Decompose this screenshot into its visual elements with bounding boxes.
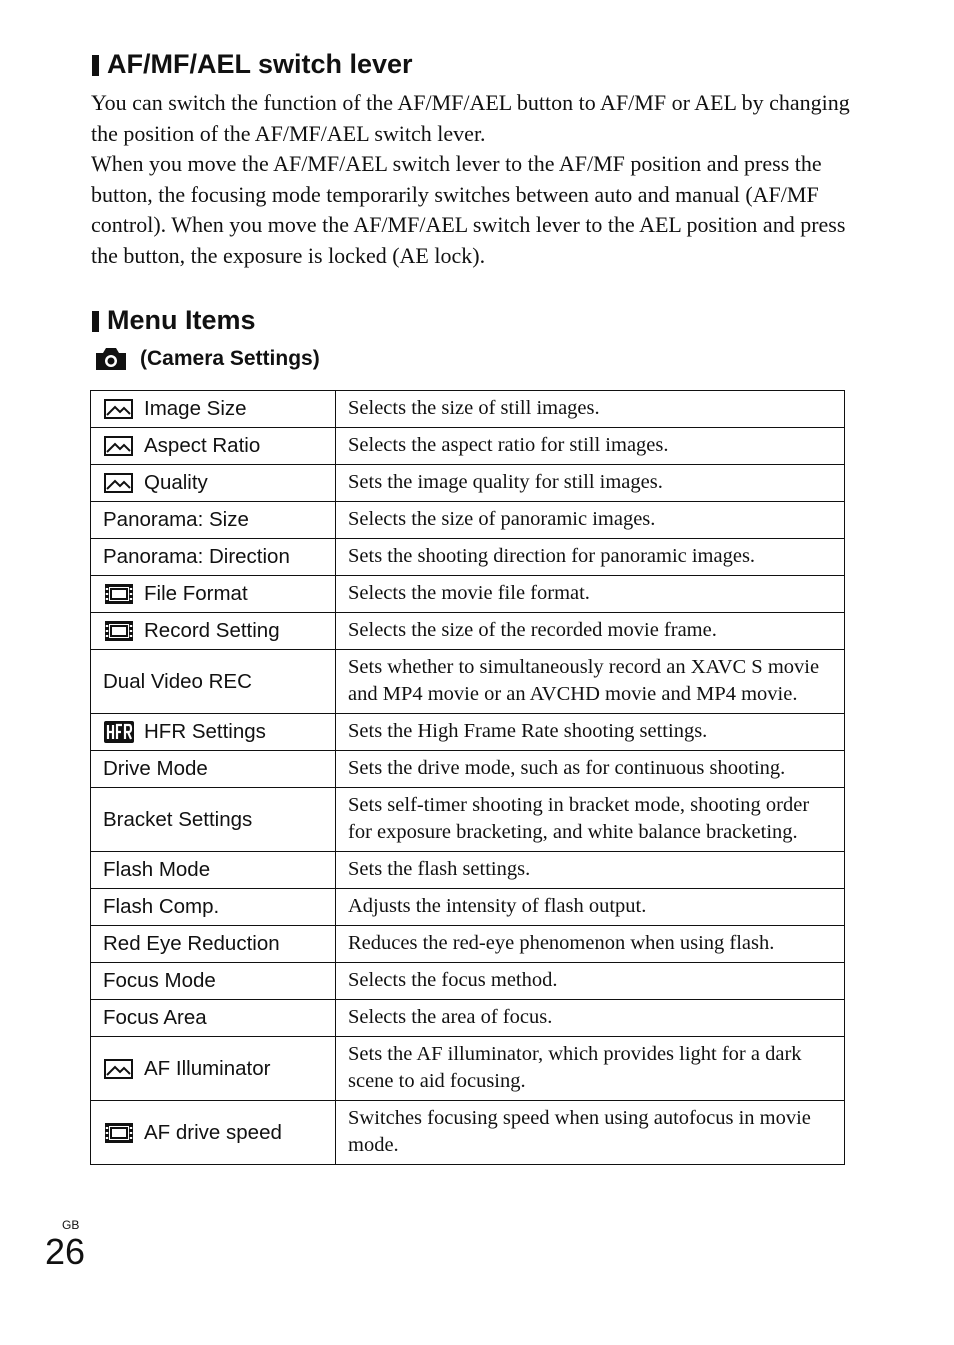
table-row — [91, 428, 845, 465]
camera-settings-heading — [94, 346, 320, 372]
menu-item-description: Adjusts the intensity of flash output. — [336, 889, 845, 926]
table-row — [91, 650, 845, 714]
still-image-icon — [103, 397, 135, 421]
table-row — [91, 926, 845, 963]
af-paragraph-2: When you move the AF/MF/AEL switch lever to the AF/MF position and press the button, the focusing mode temporarily switches between auto and manual (AF/MF control). When you move the AF/MF/AEL switch lever to the AEL position and press the button, the exposure is locked (AE lock). — [91, 151, 846, 268]
menu-item-description: Sets the AF illuminator, which provides light for a dark scene to aid focusing. — [336, 1037, 845, 1101]
menu-item-name-cell — [91, 714, 336, 751]
camera-settings-label: (Camera Settings) — [140, 347, 320, 370]
menu-item-name: Red Eye Reduction — [103, 932, 280, 955]
menu-item-description: Reduces the red-eye phenomenon when using flash. — [336, 926, 845, 963]
still-image-icon — [103, 1057, 135, 1081]
table-row — [91, 613, 845, 650]
menu-items-table — [90, 390, 845, 1165]
table-row — [91, 502, 845, 539]
menu-item-name-cell — [91, 751, 336, 788]
menu-item-name: Aspect Ratio — [144, 434, 261, 457]
menu-item-description: Sets the drive mode, such as for continuous shooting. — [336, 751, 845, 788]
menu-item-description: Sets self-timer shooting in bracket mode, shooting order for exposure bracketing, and white balance bracketing. — [336, 788, 845, 852]
movie-icon — [103, 619, 135, 643]
movie-icon — [103, 1121, 135, 1145]
af-paragraph-1: You can switch the function of the AF/MF/AEL button to AF/MF or AEL by changing the position of the AF/MF/AEL switch lever. — [91, 90, 850, 146]
table-row — [91, 852, 845, 889]
table-row — [91, 465, 845, 502]
table-row — [91, 714, 845, 751]
language-code: GB — [62, 1218, 80, 1232]
menu-item-name: Drive Mode — [103, 757, 208, 780]
menu-item-name: AF drive speed — [144, 1120, 282, 1144]
menu-item-name-cell — [91, 539, 336, 576]
menu-item-name: Focus Mode — [103, 969, 216, 992]
menu-item-name: Panorama: Direction — [103, 545, 290, 568]
menu-item-description: Sets the shooting direction for panoramic images. — [336, 539, 845, 576]
heading-text: Menu Items — [107, 305, 256, 335]
menu-item-name: AF Illuminator — [144, 1056, 271, 1080]
menu-item-name-cell — [91, 650, 336, 714]
menu-item-description: Selects the size of still images. — [336, 391, 845, 428]
menu-item-description: Sets the flash settings. — [336, 852, 845, 889]
menu-item-name-cell — [91, 963, 336, 1000]
menu-item-name-cell — [91, 613, 336, 650]
still-image-icon — [103, 434, 135, 458]
menu-item-description: Sets the image quality for still images. — [336, 465, 845, 502]
movie-icon — [103, 582, 135, 606]
heading-text: AF/MF/AEL switch lever — [107, 49, 413, 79]
table-row — [91, 788, 845, 852]
hfr-icon — [103, 720, 135, 744]
menu-item-name: Flash Comp. — [103, 895, 220, 918]
menu-item-name-cell — [91, 1037, 336, 1101]
table-row — [91, 576, 845, 613]
menu-item-name: Bracket Settings — [103, 807, 253, 831]
menu-item-name-cell — [91, 1000, 336, 1037]
table-row — [91, 751, 845, 788]
menu-item-name-cell — [91, 391, 336, 428]
section-heading-menu-items — [92, 304, 256, 336]
menu-item-description: Selects the area of focus. — [336, 1000, 845, 1037]
menu-item-name-cell — [91, 502, 336, 539]
menu-item-description: Selects the size of the recorded movie frame. — [336, 613, 845, 650]
camera-icon — [94, 346, 128, 372]
menu-item-description: Sets the High Frame Rate shooting settings. — [336, 714, 845, 751]
table-row — [91, 963, 845, 1000]
menu-item-name-cell — [91, 428, 336, 465]
table-row — [91, 1101, 845, 1165]
page-number: 26 — [45, 1231, 86, 1272]
menu-item-name: HFR Settings — [144, 720, 266, 743]
menu-item-name: Flash Mode — [103, 858, 211, 881]
menu-item-name: Focus Area — [103, 1006, 207, 1029]
menu-item-name-cell — [91, 788, 336, 852]
menu-item-name-cell — [91, 576, 336, 613]
menu-item-name: File Format — [144, 582, 248, 605]
menu-item-description: Switches focusing speed when using autofocus in movie mode. — [336, 1101, 845, 1165]
menu-item-name-cell — [91, 926, 336, 963]
table-row — [91, 391, 845, 428]
menu-item-name-cell — [91, 1101, 336, 1165]
menu-item-description: Selects the movie file format. — [336, 576, 845, 613]
table-row — [91, 539, 845, 576]
menu-item-description: Selects the size of panoramic images. — [336, 502, 845, 539]
menu-item-name-cell — [91, 889, 336, 926]
menu-item-name: Record Setting — [144, 619, 280, 642]
still-image-icon — [103, 471, 135, 495]
menu-item-name: Panorama: Size — [103, 508, 249, 531]
menu-item-description: Sets whether to simultaneously record an XAVC S movie and MP4 movie or an AVCHD movie and MP4 movie. — [336, 650, 845, 714]
section-heading-af-mf-ael — [92, 48, 413, 80]
menu-item-description: Selects the aspect ratio for still images. — [336, 428, 845, 465]
menu-item-name: Image Size — [144, 397, 247, 420]
heading-marker-icon — [92, 311, 99, 332]
table-row — [91, 1000, 845, 1037]
heading-marker-icon — [92, 55, 99, 76]
menu-item-name: Quality — [144, 471, 208, 494]
table-row — [91, 1037, 845, 1101]
table-row — [91, 889, 845, 926]
menu-item-description: Selects the focus method. — [336, 963, 845, 1000]
menu-item-name-cell — [91, 465, 336, 502]
menu-item-name: Dual Video REC — [103, 669, 252, 693]
menu-item-name-cell — [91, 852, 336, 889]
